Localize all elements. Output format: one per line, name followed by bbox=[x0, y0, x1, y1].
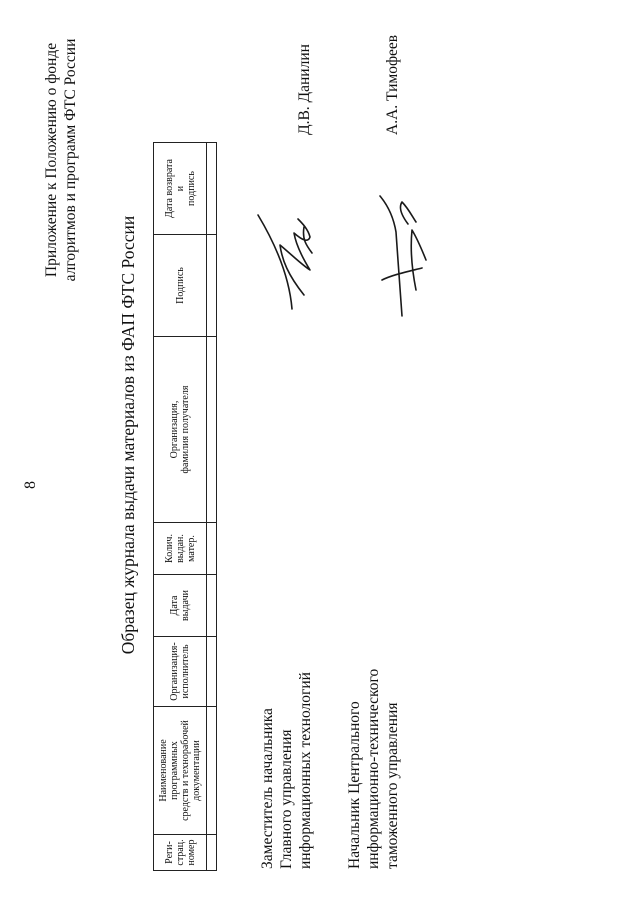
table-cell bbox=[207, 835, 217, 871]
column-header bbox=[154, 575, 207, 637]
signatory-1-name: Д.В. Данилин bbox=[296, 44, 313, 135]
signatory-1-position bbox=[258, 579, 315, 869]
column-header-label: Организация, фамилия получателя bbox=[169, 385, 191, 474]
table-cell bbox=[207, 143, 217, 235]
column-header bbox=[154, 523, 207, 575]
table-cell bbox=[207, 235, 217, 337]
signatory-2-position-line: Начальник Центрального bbox=[346, 701, 363, 869]
page-number: 8 bbox=[22, 481, 39, 489]
signature-2-handwritten bbox=[372, 190, 432, 320]
column-header-label: Организация- исполнитель bbox=[169, 642, 191, 701]
column-header bbox=[154, 143, 207, 235]
appendix-note bbox=[42, 15, 80, 305]
column-header bbox=[154, 835, 207, 871]
table-cell bbox=[207, 707, 217, 835]
signatory-2-position-line: информационно-технического bbox=[365, 668, 382, 869]
table-cell bbox=[207, 575, 217, 637]
column-header bbox=[154, 337, 207, 523]
column-header-label: Реги- страц. номер bbox=[163, 839, 197, 866]
signature-1-handwritten bbox=[252, 205, 322, 315]
table-cell bbox=[207, 523, 217, 575]
document-title: Образец журнала выдачи материалов из ФАП ФТС России bbox=[118, 215, 138, 655]
signatory-1-position-line: информационных технологий bbox=[297, 672, 314, 869]
table-row bbox=[207, 143, 217, 871]
column-header bbox=[154, 235, 207, 337]
signatory-2-name: А.А. Тимофеев bbox=[384, 34, 401, 135]
appendix-line-1: Приложение к Положению о фонде bbox=[43, 42, 60, 278]
table-cell bbox=[207, 637, 217, 707]
signatory-2-position bbox=[345, 579, 402, 869]
column-header-label: Дата возврата и подпись bbox=[163, 159, 197, 218]
table-header-row bbox=[154, 143, 207, 871]
column-header bbox=[154, 707, 207, 835]
signatory-2-position-line: таможенного управления bbox=[384, 702, 401, 869]
column-header-label: Колич. выдан. матер. bbox=[163, 534, 197, 563]
column-header-label: Подпись bbox=[174, 267, 186, 304]
column-header-label: Дата выдачи bbox=[169, 590, 191, 621]
column-header bbox=[154, 637, 207, 707]
column-header-label: Наименование программных средств и технорабочей документации bbox=[158, 720, 202, 821]
journal-table bbox=[153, 142, 217, 871]
signatory-1-position-line: Заместитель начальника bbox=[259, 708, 276, 869]
signatory-1-position-line: Главного управления bbox=[278, 729, 295, 869]
table-cell bbox=[207, 337, 217, 523]
appendix-line-2: алгоритмов и программ ФТС России bbox=[62, 38, 79, 282]
